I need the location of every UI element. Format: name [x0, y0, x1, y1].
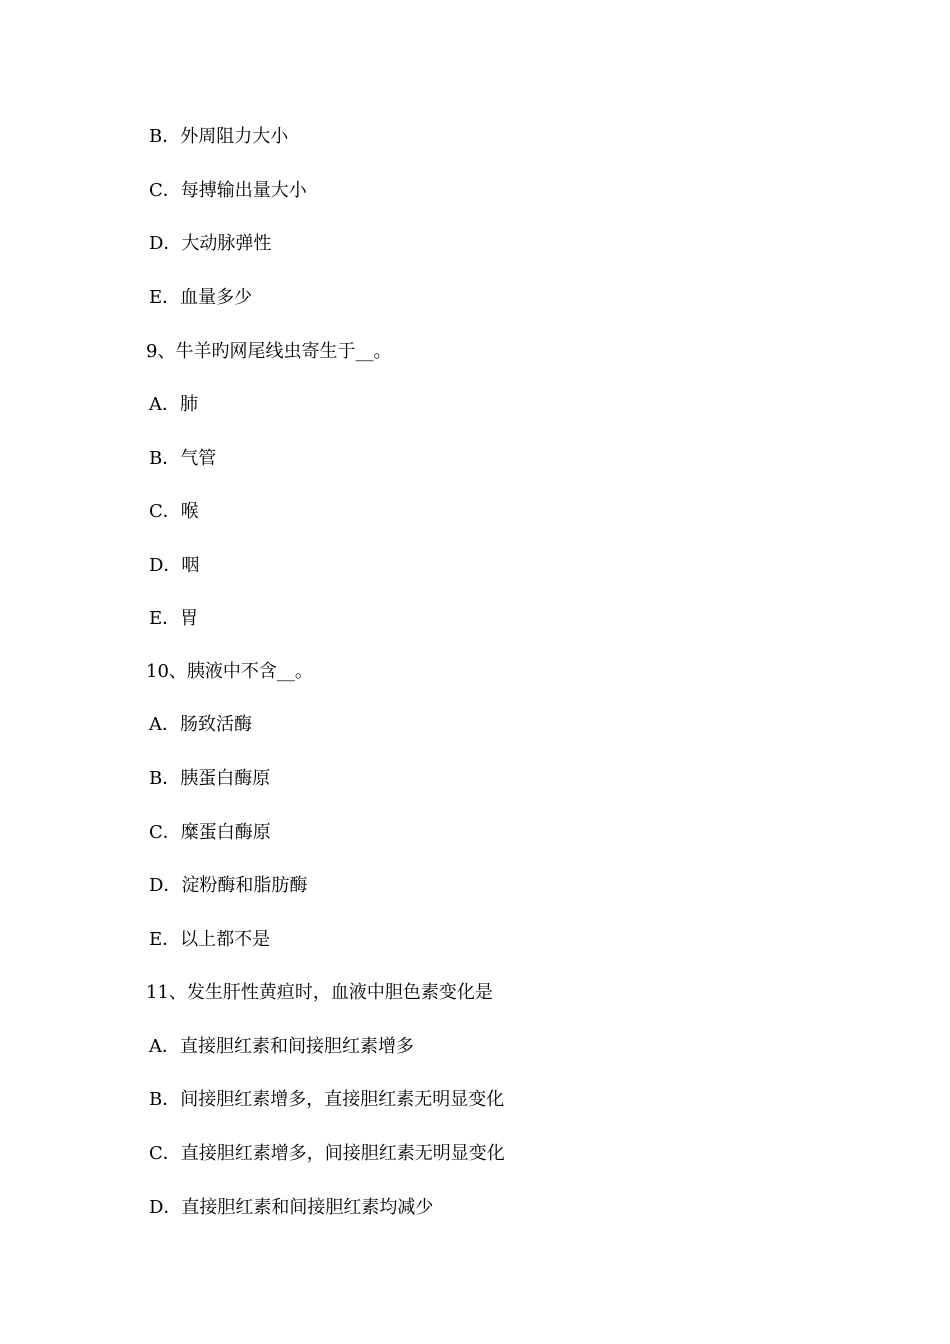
- option-8b: B．外周阻力大小: [149, 126, 289, 147]
- option-10d: D．淀粉酶和脂肪酶: [149, 875, 308, 896]
- option-10a: A．肠致活酶: [149, 714, 252, 735]
- option-11c: C．直接胆红素增多，间接胆红素无明显变化: [149, 1143, 505, 1164]
- option-8e: E．血量多少: [149, 287, 253, 308]
- option-8c: C．每搏输出量大小: [149, 180, 307, 201]
- option-10e: E．以上都不是: [149, 929, 271, 950]
- option-9d: D．咽: [149, 555, 200, 576]
- option-11d: D．直接胆红素和间接胆红素均减少: [149, 1197, 434, 1218]
- question-11: 11、发生肝性黄疸时，血液中胆色素变化是: [146, 982, 493, 1003]
- question-9: 9、牛羊旳网尾线虫寄生于__。: [146, 341, 392, 362]
- option-9e: E．胃: [149, 608, 199, 629]
- question-10: 10、胰液中不含__。: [146, 661, 313, 682]
- option-11b: B．间接胆红素增多，直接胆红素无明显变化: [149, 1089, 505, 1110]
- option-9c: C．喉: [149, 501, 199, 522]
- option-9b: B．气管: [149, 448, 217, 469]
- option-9a: A．肺: [149, 394, 198, 415]
- option-8d: D．大动脉弹性: [149, 233, 272, 254]
- option-10b: B．胰蛋白酶原: [149, 768, 271, 789]
- option-10c: C．糜蛋白酶原: [149, 822, 271, 843]
- option-11a: A．直接胆红素和间接胆红素增多: [149, 1036, 414, 1057]
